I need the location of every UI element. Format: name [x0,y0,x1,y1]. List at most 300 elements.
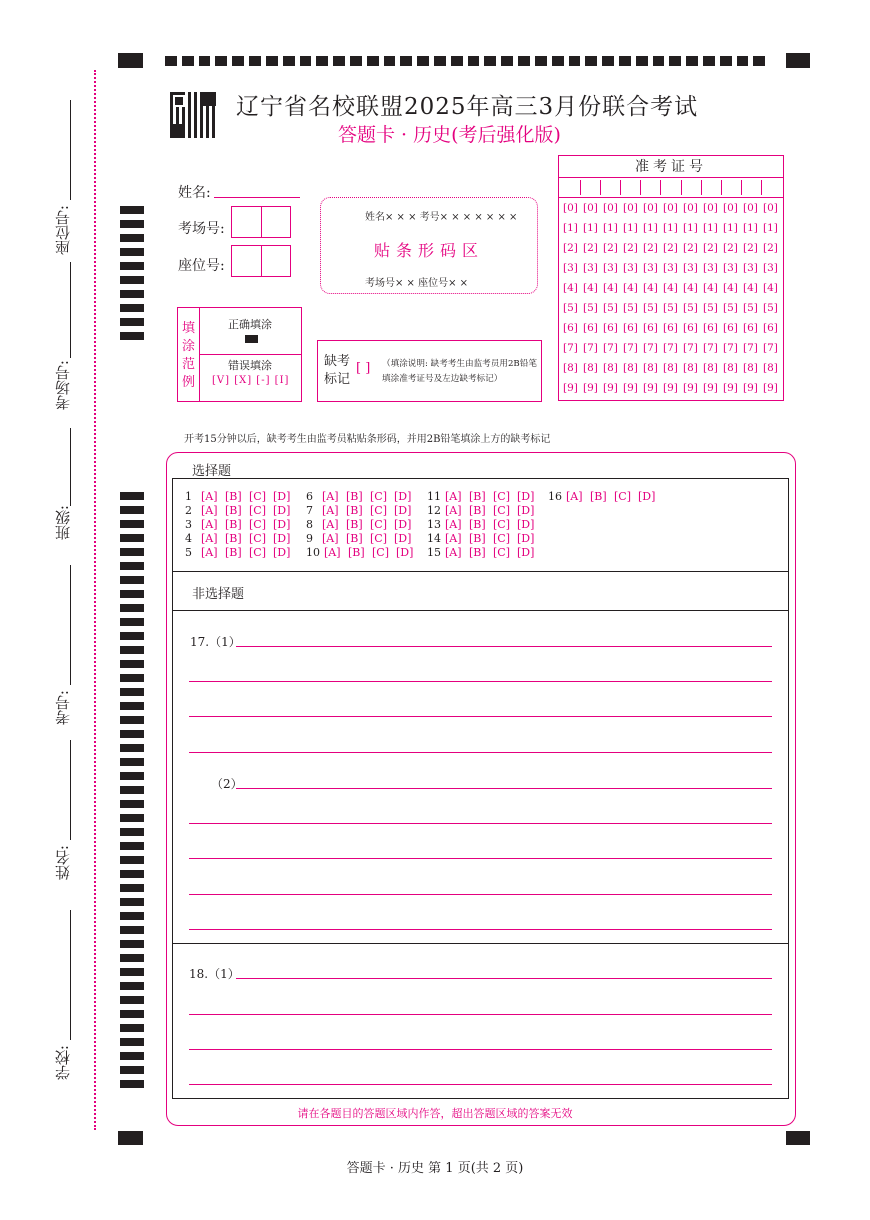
binding-seat-line [70,100,71,200]
exam-number-bubble[interactable]: [0] [663,202,678,214]
page-subtitle: 答题卡 · 历史(考后强化版) [338,124,561,146]
choice-question [427,518,548,532]
choice-bubble[interactable]: [A] [322,490,339,503]
choice-bubble[interactable]: [B] [225,546,242,559]
ladder-mark [120,842,144,850]
choice-bubble[interactable]: [B] [469,504,486,517]
choice-bubble[interactable]: [A] [445,546,462,559]
ladder-mark [120,814,144,822]
binding-dotted-line [94,70,96,1130]
choice-question-number: 2 [185,504,192,517]
exam-number-bubble[interactable]: [4] [563,282,578,294]
exam-number-bubble[interactable]: [2] [643,242,658,254]
choice-bubble[interactable]: [D] [273,504,291,517]
question-17-divider [172,943,789,944]
exam-number-bubble[interactable]: [4] [663,282,678,294]
choice-bubble[interactable]: [D] [517,532,535,545]
ladder-mark [120,248,144,256]
choice-bubble[interactable]: [B] [469,532,486,545]
exam-number-bubble[interactable]: [3] [643,262,658,274]
ladder-mark [120,492,144,500]
exam-number-bubble[interactable]: [9] [723,382,738,394]
exam-number-bubble[interactable]: [3] [583,262,598,274]
page-footer: 答题卡 · 历史 第 1 页(共 2 页) [346,1161,524,1176]
exam-number-bubble[interactable]: [4] [743,282,758,294]
exam-number-bubble[interactable]: [2] [563,242,578,254]
choice-bubble[interactable]: [A] [324,546,341,559]
choice-bubble[interactable]: [C] [249,518,266,531]
ladder-mark [120,828,144,836]
answer-line[interactable] [189,681,772,682]
exam-number-bubble[interactable]: [1] [643,222,658,234]
exam-number-bubble[interactable]: [9] [623,382,638,394]
exam-number-bubble[interactable]: [0] [583,202,598,214]
exam-number-bubble[interactable]: [1] [663,222,678,234]
exam-number-bubble[interactable]: [1] [683,222,698,234]
absent-note: （填涂说明: 缺考考生由监考员用2B铅笔填涂准考证号及左边缺考标记） [382,359,537,384]
exam-number-bubble[interactable]: [4] [623,282,638,294]
choice-bubble[interactable]: [A] [201,518,218,531]
choice-bubble[interactable]: [A] [201,546,218,559]
binding-school-label: 学校: [54,1045,72,1081]
answer-line[interactable] [189,1084,772,1085]
correct-fill-mark [245,335,258,343]
seat-field[interactable] [231,245,291,277]
ladder-mark [120,206,144,214]
answer-line[interactable] [189,1049,772,1050]
choice-bubble[interactable]: [A] [445,518,462,531]
choice-question [427,546,548,560]
choice-question [427,532,548,546]
ladder-mark [120,1024,144,1032]
exam-number-bubble[interactable]: [9] [683,382,698,394]
choice-question [427,490,548,504]
exam-number-bubble[interactable]: [1] [623,222,638,234]
exam-number-bubble[interactable]: [7] [703,342,718,354]
choice-bubble[interactable]: [A] [201,504,218,517]
exam-number-bubble[interactable]: [2] [683,242,698,254]
exam-number-bubble[interactable]: [4] [683,282,698,294]
exam-number-bubble[interactable]: [3] [563,262,578,274]
exam-number-bubble[interactable]: [6] [703,322,718,334]
timing-mark [249,56,261,66]
exam-number-bubble[interactable]: [5] [663,302,678,314]
exam-number-bubble[interactable]: [3] [683,262,698,274]
choice-bubble[interactable]: [A] [201,532,218,545]
ladder-mark [120,856,144,864]
choice-bubble[interactable]: [C] [372,546,389,559]
choice-bubble[interactable]: [C] [249,490,266,503]
choice-bubble[interactable]: [B] [346,490,363,503]
choice-bubble[interactable]: [D] [273,518,291,531]
exam-number-bubble[interactable]: [0] [683,202,698,214]
exam-number-bubble[interactable]: [4] [723,282,738,294]
choice-question [306,532,427,546]
binding-school-line-top [70,910,71,1040]
exam-number-bubble[interactable]: [4] [603,282,618,294]
choice-bubble[interactable]: [C] [249,504,266,517]
choice-bubble[interactable]: [C] [249,546,266,559]
choice-bubble[interactable]: [C] [493,532,510,545]
timing-mark [686,56,698,66]
choice-bubble[interactable]: [C] [249,532,266,545]
exam-number-bubble[interactable]: [7] [743,342,758,354]
exam-number-bubble[interactable]: [6] [763,322,778,334]
choice-bubble[interactable]: [D] [273,490,291,503]
exam-number-bubble[interactable]: [1] [763,222,778,234]
choice-bubble[interactable]: [D] [517,504,535,517]
choice-bubble[interactable]: [C] [493,490,510,503]
choice-question [306,504,427,518]
exam-number-bubble[interactable]: [1] [603,222,618,234]
timing-mark [636,56,648,66]
exam-number-bubble[interactable]: [5] [743,302,758,314]
exam-number-bubble[interactable]: [8] [723,362,738,374]
timing-mark [232,56,244,66]
choice-divider [172,571,789,572]
choice-bubble[interactable]: [C] [493,546,510,559]
timing-mark [468,56,480,66]
timing-mark [283,56,295,66]
exam-number-bubble[interactable]: [3] [763,262,778,274]
choice-bubble[interactable]: [C] [370,490,387,503]
choice-bubble[interactable]: [D] [517,546,535,559]
ladder-mark [120,716,144,724]
exam-number-bubble[interactable]: [7] [603,342,618,354]
wrong-fill-label: 错误填涂 [228,359,272,372]
ladder-mark [120,968,144,976]
ladder-mark [120,800,144,808]
exam-number-bubbles[interactable] [559,198,783,402]
exam-number-bubble[interactable]: [8] [603,362,618,374]
answer-line[interactable] [236,978,772,979]
timing-mark [400,56,412,66]
choice-bubble[interactable]: [B] [225,518,242,531]
exam-number-bubble[interactable]: [1] [703,222,718,234]
timing-mark [417,56,429,66]
exam-number-bubble[interactable]: [6] [683,322,698,334]
name-label: 姓名: [178,185,211,201]
choice-section-title: 选择题 [192,464,232,479]
binding-name-line-top [70,740,71,840]
seat-label: 座位号: [178,258,225,274]
exam-number-bubble[interactable]: [1] [723,222,738,234]
ladder-mark [120,276,144,284]
ladder-mark [120,996,144,1004]
ladder-mark [120,758,144,766]
answer-line[interactable] [236,646,772,647]
exam-number-bubble[interactable]: [5] [563,302,578,314]
exam-number-bubble[interactable]: [5] [763,302,778,314]
exam-number-bubble[interactable]: [8] [663,362,678,374]
answer-line[interactable] [189,823,772,824]
barcode-area[interactable] [320,197,538,294]
exam-number-bubble[interactable]: [4] [643,282,658,294]
answer-line[interactable] [189,752,772,753]
choice-question-number: 10 [306,546,320,559]
answer-line[interactable] [189,894,772,895]
exam-number-bubble[interactable]: [8] [743,362,758,374]
ladder-mark [120,646,144,654]
answer-line[interactable] [236,788,772,789]
exam-number-row [563,242,783,262]
choice-bubble[interactable]: [D] [394,532,412,545]
exam-number-bubble[interactable]: [2] [583,242,598,254]
exam-number-bubble[interactable]: [2] [763,242,778,254]
choice-bubble[interactable]: [C] [493,504,510,517]
qr-code [170,92,216,138]
exam-number-bubble[interactable]: [5] [603,302,618,314]
corner-mark-br [786,1131,810,1145]
exam-number-label: 准考证号 [559,156,783,178]
name-field[interactable] [214,180,300,198]
exam-number-bubble[interactable]: [5] [683,302,698,314]
ladder-mark [120,1038,144,1046]
choice-question [185,532,306,546]
exam-number-row [563,202,783,222]
exam-number-bubble[interactable]: [3] [623,262,638,274]
timing-mark [333,56,345,66]
choice-question [185,490,306,504]
exam-number-write-cells[interactable] [559,178,783,198]
exam-number-bubble[interactable]: [8] [623,362,638,374]
ladder-mark [120,632,144,640]
choice-row [185,532,669,546]
choice-bubble[interactable]: [D] [273,532,291,545]
choice-bubble[interactable]: [B] [346,518,363,531]
binding-room-label: 考场号: [54,360,72,411]
ladder-mark [120,940,144,948]
ladder-mark [120,1010,144,1018]
choice-bubble[interactable]: [D] [396,546,414,559]
timing-mark [434,56,446,66]
exam-number-bubble[interactable]: [7] [563,342,578,354]
answer-line[interactable] [189,1014,772,1015]
choice-bubble[interactable]: [C] [370,504,387,517]
exam-number-bubble[interactable]: [3] [703,262,718,274]
ladder-mark [120,786,144,794]
choice-bubble[interactable]: [A] [445,504,462,517]
ladder-mark [120,290,144,298]
binding-room-line-top [70,262,71,358]
choice-bubble[interactable]: [D] [638,490,656,503]
exam-number-bubble[interactable]: [6] [623,322,638,334]
choice-bubble[interactable]: [B] [225,490,242,503]
exam-number-bubble[interactable]: [6] [563,322,578,334]
page-title: 辽宁省名校联盟2025年高三3月份联合考试 [236,94,699,120]
exam-number-bubble[interactable]: [6] [583,322,598,334]
exam-number-bubble[interactable]: [9] [603,382,618,394]
exam-number-bubble[interactable]: [1] [563,222,578,234]
exam-number-bubble[interactable]: [7] [763,342,778,354]
exam-number-bubble[interactable]: [0] [723,202,738,214]
choice-bubble[interactable]: [C] [370,532,387,545]
choice-question [306,490,427,504]
exam-number-bubble[interactable]: [9] [563,382,578,394]
exam-number-bubble[interactable]: [0] [603,202,618,214]
exam-number-bubble[interactable]: [6] [643,322,658,334]
choice-row [185,546,669,560]
exam-number-bubble[interactable]: [2] [603,242,618,254]
exam-number-bubble[interactable]: [8] [763,362,778,374]
exam-number-bubble[interactable]: [2] [743,242,758,254]
exam-number-bubble[interactable]: [6] [723,322,738,334]
timing-mark [350,56,362,66]
choice-bubble[interactable]: [D] [517,518,535,531]
exam-number-bubble[interactable]: [0] [743,202,758,214]
choice-bubble[interactable]: [B] [469,546,486,559]
binding-name-label: 姓名: [54,845,72,881]
answer-line[interactable] [189,858,772,859]
exam-number-bubble[interactable]: [5] [723,302,738,314]
exam-number-bubble[interactable]: [4] [703,282,718,294]
exam-number-bubble[interactable]: [5] [643,302,658,314]
exam-number-bubble[interactable]: [3] [603,262,618,274]
exam-number-bubble[interactable]: [6] [663,322,678,334]
correct-fill-label: 正确填涂 [228,318,272,331]
exam-number-bubble[interactable]: [4] [763,282,778,294]
exam-number-bubble[interactable]: [9] [763,382,778,394]
timing-mark [165,56,177,66]
choice-row [185,518,669,532]
exam-number-bubble[interactable]: [2] [723,242,738,254]
exam-number-bubble[interactable]: [9] [643,382,658,394]
choice-bubble[interactable]: [B] [469,490,486,503]
binding-seat-label: 座位号: [54,205,72,256]
exam-number-bubble[interactable]: [5] [583,302,598,314]
absent-notice: 开考15分钟以后，缺考考生由监考员粘贴条形码，并用2B铅笔填涂上方的缺考标记 [184,434,551,445]
exam-number-bubble[interactable]: [3] [663,262,678,274]
question-17-part2-label: （2） [211,777,243,791]
exam-number-row [563,222,783,242]
choice-question [306,546,427,560]
choice-bubble[interactable]: [A] [322,532,339,545]
room-label: 考场号: [178,221,225,237]
exam-number-bubble[interactable]: [0] [763,202,778,214]
exam-number-bubble[interactable]: [7] [683,342,698,354]
exam-number-bubble[interactable]: [2] [663,242,678,254]
exam-number-bubble[interactable]: [5] [703,302,718,314]
choice-question-number: 12 [427,504,441,517]
choice-bubble[interactable]: [C] [493,518,510,531]
choice-bubble[interactable]: [B] [346,532,363,545]
ladder-mark [120,660,144,668]
choice-bubble[interactable]: [A] [445,532,462,545]
choice-bubble[interactable]: [B] [346,504,363,517]
binding-examno-label: 考号: [54,690,72,726]
timing-mark [501,56,513,66]
choice-bubble[interactable]: [B] [469,518,486,531]
timing-mark [266,56,278,66]
choice-bubble[interactable]: [A] [566,490,583,503]
choice-bubble[interactable]: [C] [370,518,387,531]
exam-number-bubble[interactable]: [2] [623,242,638,254]
answer-area-warning: 请在各题目的答题区域内作答，超出答题区域的答案无效 [297,1107,573,1120]
exam-number-bubble[interactable]: [8] [583,362,598,374]
ladder-mark [120,898,144,906]
answer-line[interactable] [189,929,772,930]
choice-bubble[interactable]: [A] [201,490,218,503]
exam-number-bubble[interactable]: [7] [663,342,678,354]
ladder-mark [120,262,144,270]
exam-number-row [563,262,783,282]
exam-number-bubble[interactable]: [9] [703,382,718,394]
choice-bubble[interactable]: [D] [394,518,412,531]
exam-number-bubble[interactable]: [7] [723,342,738,354]
exam-number-bubble[interactable]: [3] [743,262,758,274]
choice-bubble[interactable]: [D] [273,546,291,559]
timing-mark [316,56,328,66]
choice-bubble[interactable]: [B] [225,504,242,517]
choice-question-number: 15 [427,546,441,559]
ladder-mark [120,618,144,626]
exam-number-bubble[interactable]: [9] [743,382,758,394]
exam-number-bubble[interactable]: [8] [563,362,578,374]
exam-number-bubble[interactable]: [9] [663,382,678,394]
binding-class-line-top [70,428,71,506]
exam-number-bubble[interactable]: [7] [583,342,598,354]
exam-number-bubble[interactable]: [6] [603,322,618,334]
exam-number-bubble[interactable]: [8] [643,362,658,374]
exam-number-bubble[interactable]: [0] [563,202,578,214]
choice-bubble[interactable]: [D] [394,504,412,517]
choice-question-number: 1 [185,490,192,503]
exam-number-bubble[interactable]: [6] [743,322,758,334]
choice-question [185,546,306,560]
exam-number-bubble[interactable]: [9] [583,382,598,394]
choice-bubble[interactable]: [B] [348,546,365,559]
exam-number-bubble[interactable]: [4] [583,282,598,294]
exam-number-bubble[interactable]: [3] [723,262,738,274]
multiple-choice-grid[interactable] [185,490,669,560]
choice-bubble[interactable]: [A] [322,518,339,531]
ladder-mark [120,1080,144,1088]
exam-number-bubble[interactable]: [5] [623,302,638,314]
choice-bubble[interactable]: [C] [614,490,631,503]
exam-number-bubble[interactable]: [8] [703,362,718,374]
choice-bubble[interactable]: [B] [590,490,607,503]
exam-number-bubble[interactable]: [1] [743,222,758,234]
choice-row [185,490,669,504]
ladder-mark [120,318,144,326]
exam-number-bubble[interactable]: [0] [623,202,638,214]
answer-line[interactable] [189,716,772,717]
exam-number-grid [558,155,784,401]
exam-number-bubble[interactable]: [7] [623,342,638,354]
exam-number-bubble[interactable]: [8] [683,362,698,374]
exam-number-bubble[interactable]: [0] [703,202,718,214]
barcode-title: 贴条形码区 [373,241,484,260]
timing-mark [569,56,581,66]
binding-examno-line-top [70,565,71,685]
exam-number-row [563,342,783,362]
exam-number-bubble[interactable]: [7] [643,342,658,354]
ladder-mark [120,688,144,696]
choice-bubble[interactable]: [D] [394,490,412,503]
question-17-part1-label: 17.（1） [190,635,241,649]
choice-bubble[interactable]: [A] [322,504,339,517]
exam-number-bubble[interactable]: [2] [703,242,718,254]
choice-bubble[interactable]: [A] [445,490,462,503]
choice-bubble[interactable]: [D] [517,490,535,503]
exam-number-bubble[interactable]: [1] [583,222,598,234]
choice-bubble[interactable]: [B] [225,532,242,545]
ladder-mark [120,772,144,780]
absent-bubble[interactable]: [ ] [356,361,371,376]
room-field[interactable] [231,206,291,238]
ladder-mark [120,590,144,598]
exam-number-bubble[interactable]: [0] [643,202,658,214]
